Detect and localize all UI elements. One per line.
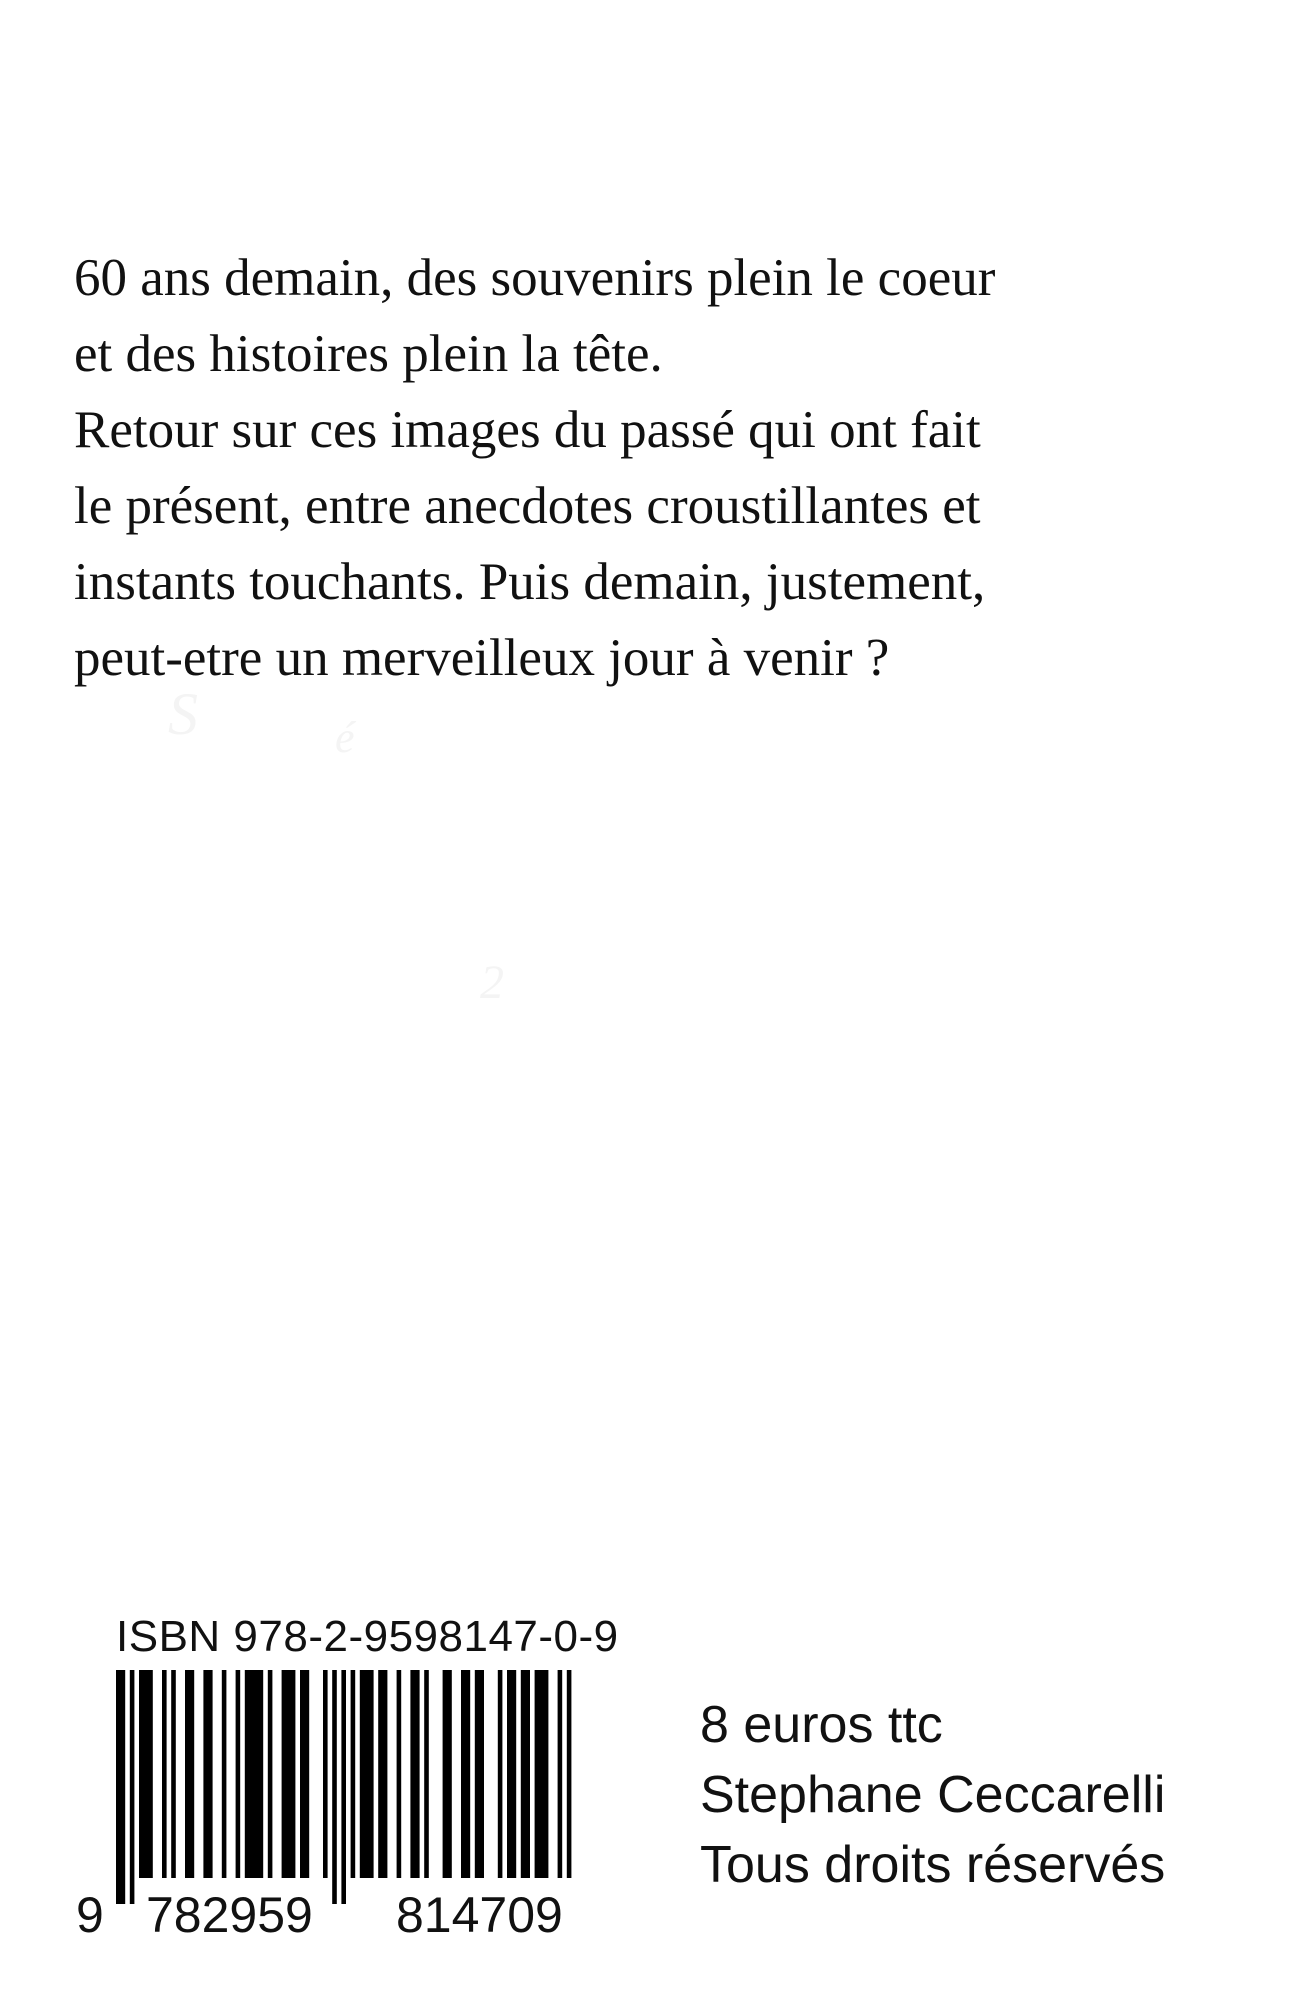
barcode-bar (475, 1670, 484, 1878)
barcode-right-digits: 814709 (392, 1886, 567, 1944)
barcode-bar (397, 1670, 402, 1878)
barcode-bar (351, 1670, 356, 1878)
barcode-bar (567, 1670, 572, 1878)
price-label: 8 euros ttc (700, 1696, 943, 1754)
back-cover-blurb (74, 240, 1234, 696)
barcode-bar (300, 1670, 309, 1878)
blurb-line: Retour sur ces images du passé qui ont fait (74, 401, 981, 459)
barcode-bar (521, 1670, 530, 1878)
author-label: Stephane Ceccarelli (700, 1766, 1166, 1824)
barcode-bar (443, 1670, 452, 1878)
bleed-through-mark: é (335, 713, 355, 762)
blurb-line: 60 ans demain, des souvenirs plein le coeur (74, 249, 996, 307)
barcode-bar (222, 1670, 227, 1878)
barcode-bar (282, 1670, 296, 1878)
barcode-bar (323, 1670, 328, 1878)
barcode-bar (410, 1670, 419, 1878)
barcode-bar (171, 1670, 176, 1878)
barcode-bar (360, 1670, 374, 1878)
barcode-bar (116, 1670, 125, 1904)
barcode-bar (245, 1670, 263, 1878)
barcode-bar (268, 1670, 273, 1878)
barcode-graphic (116, 1670, 626, 1904)
barcode-bar (162, 1670, 167, 1878)
barcode-bar (498, 1670, 503, 1878)
bleed-through-mark: S (168, 681, 198, 747)
book-info (700, 1690, 1165, 1900)
barcode-bar (139, 1670, 153, 1878)
barcode-bar (535, 1670, 549, 1878)
blurb-line: et des histoires plein la tête. (74, 325, 663, 383)
barcode-bar (378, 1670, 387, 1878)
barcode-bar (236, 1670, 241, 1878)
barcode (116, 1670, 626, 1904)
blurb-line: peut-etre un merveilleux jour à venir ? (74, 629, 890, 687)
barcode-bar (424, 1670, 429, 1878)
barcode-bar (332, 1670, 337, 1904)
barcode-digits (72, 1886, 632, 1946)
blurb-line: le présent, entre anecdotes croustillantes et (74, 477, 981, 535)
barcode-lead-digit: 9 (72, 1886, 108, 1944)
isbn-label: ISBN 978-2-9598147-0-9 (116, 1612, 619, 1661)
barcode-bar (558, 1670, 563, 1878)
bleed-through-mark: 2 (480, 956, 504, 1009)
rights-label: Tous droits réservés (700, 1836, 1166, 1894)
blurb-line: instants touchants. Puis demain, justement, (74, 553, 986, 611)
barcode-left-digits: 782959 (142, 1886, 317, 1944)
barcode-bar (185, 1670, 194, 1878)
barcode-bar (203, 1670, 212, 1878)
barcode-bar (130, 1670, 135, 1904)
barcode-bar (341, 1670, 346, 1904)
barcode-bar (461, 1670, 470, 1878)
barcode-bar (507, 1670, 516, 1878)
